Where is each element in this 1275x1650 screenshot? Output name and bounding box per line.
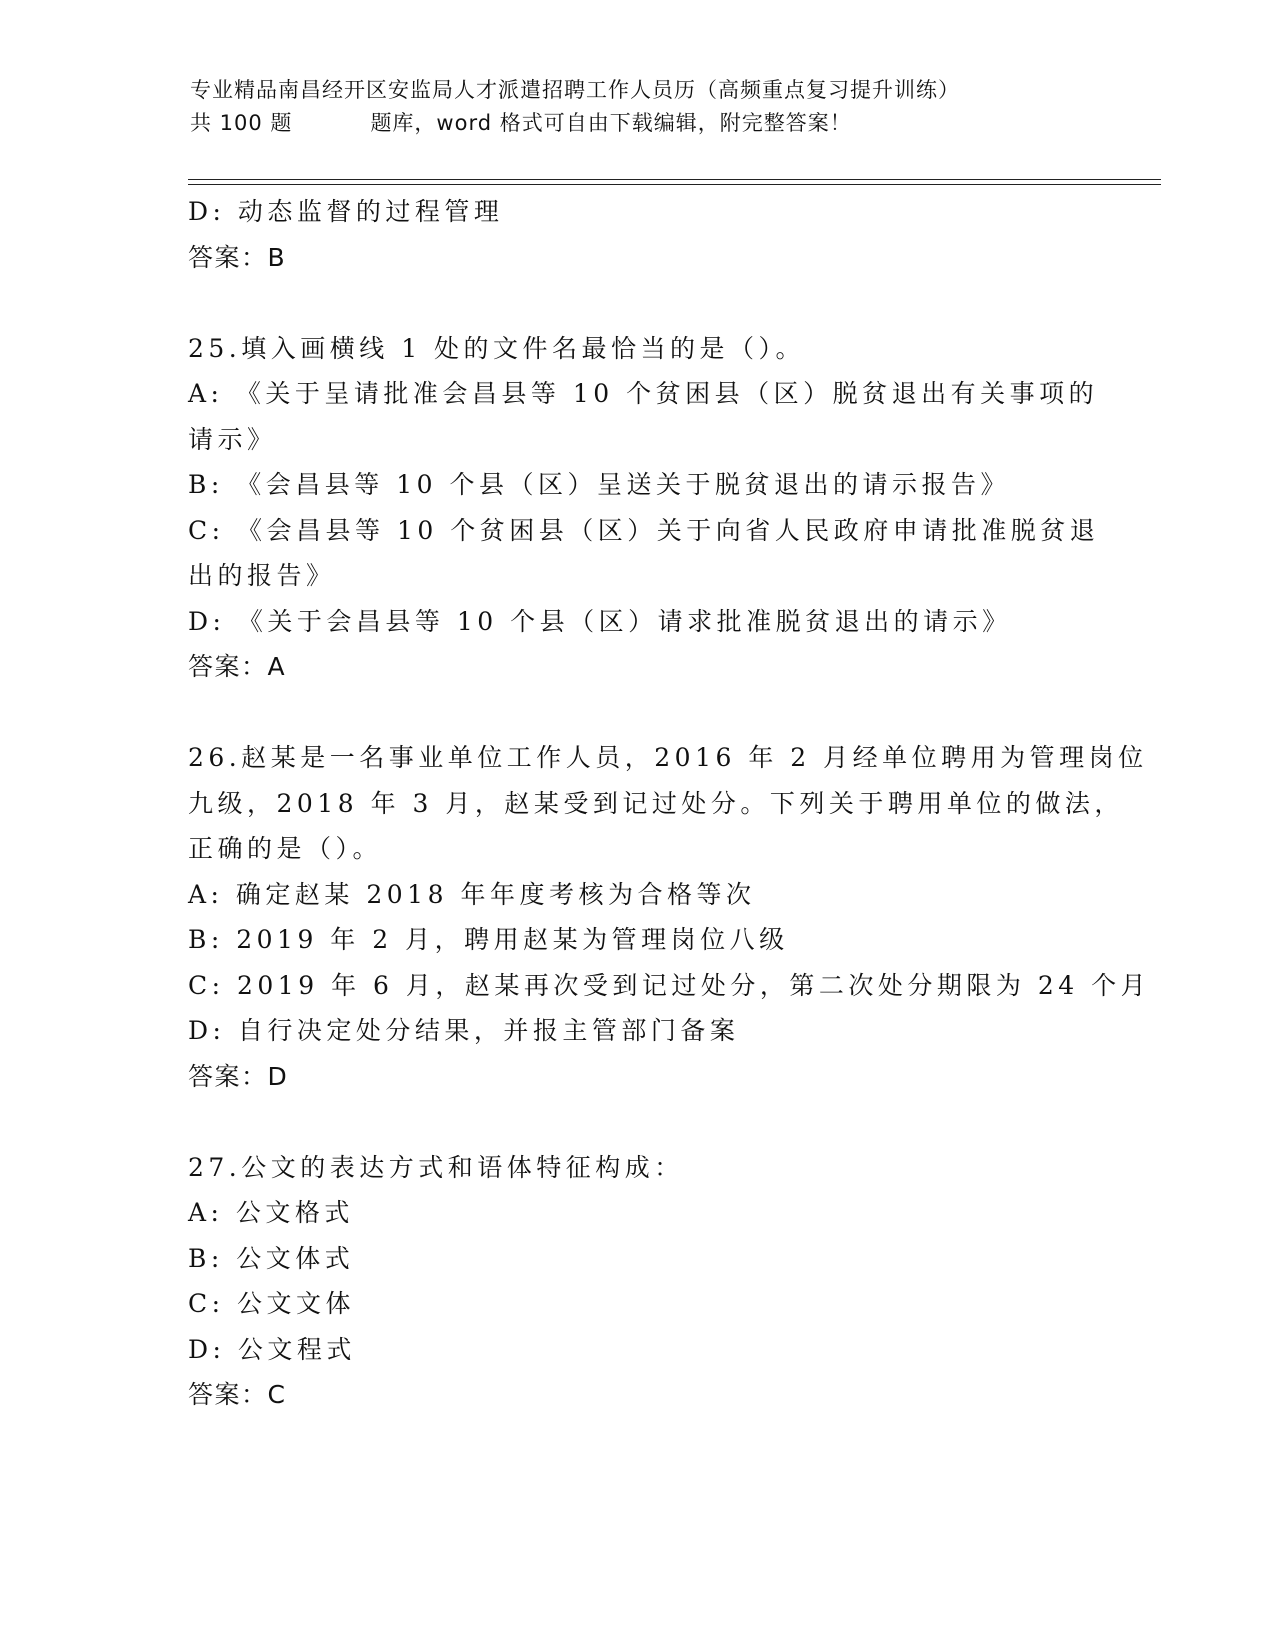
option-d: D: 公文程式: [188, 1334, 356, 1364]
option-a: A: 确定赵某 2018 年年度考核为合格等次: [188, 879, 756, 909]
answer-line: 答案：A: [188, 652, 287, 681]
option-a: A: 《关于呈请批准会昌县等 10 个贫困县（区）脱贫退出有关事项的: [188, 379, 1099, 408]
question-stem: 25.填入画横线 1 处的文件名最恰当的是（）。: [188, 333, 806, 363]
question-content: [188, 189, 1151, 1418]
question-stem: 26.赵某是一名事业单位工作人员，2016 年 2 月经单位聘用为管理岗位: [188, 743, 1148, 772]
option-d: D: 动态监督的过程管理: [188, 197, 504, 226]
answer-line: 答案：C: [188, 1380, 287, 1409]
option-c: C: 《会昌县等 10 个贫困县（区）关于向省人民政府申请批准脱贫退: [188, 515, 1100, 545]
option-b: B: 2019 年 2 月，聘用赵某为管理岗位八级: [188, 925, 789, 954]
header-subtitle: [190, 107, 1150, 140]
option-a-continued: 请示》: [188, 424, 277, 454]
question-26: [188, 735, 1151, 1099]
option-c: C: 2019 年 6 月，赵某再次受到记过处分，第二次处分期限为 24 个月: [188, 970, 1151, 1000]
question-25: [188, 326, 1108, 690]
option-a: A: 公文格式: [188, 1198, 354, 1227]
option-b: B: 《会昌县等 10 个县（区）呈送关于脱贫退出的请示报告》: [188, 470, 1010, 499]
page-header: [190, 74, 1150, 140]
option-c: C: 公文文体: [188, 1289, 355, 1318]
option-b: B: 公文体式: [188, 1243, 355, 1273]
question-stem-continued: 正确的是（）。: [188, 834, 383, 863]
header-title: 专业精品南昌经开区安监局人才派遣招聘工作人员历（高频重点复习提升训练）: [190, 78, 960, 102]
answer-line: 答案：B: [188, 242, 287, 272]
answer-line: 答案：D: [188, 1061, 289, 1091]
header-description: 题库，word 格式可自由下载编辑，附完整答案！: [370, 111, 852, 135]
header-rule-bottom: [188, 184, 1161, 185]
option-c-continued: 出的报告》: [188, 561, 336, 590]
question-stem: 27.公文的表达方式和语体特征构成：: [188, 1152, 684, 1182]
header-question-count: 共 100 题: [190, 111, 293, 135]
question-stem-continued: 九级，2018 年 3 月，赵某受到记过处分。下列关于聘用单位的做法，: [188, 788, 1124, 818]
option-d: D: 自行决定处分结果，并报主管部门备案: [188, 1016, 740, 1045]
header-rule-top: [188, 179, 1161, 180]
question-27: [188, 1145, 1108, 1418]
previous-question-tail: [188, 189, 1108, 280]
option-d: D: 《关于会昌县等 10 个县（区）请求批准脱贫退出的请示》: [188, 606, 1012, 636]
